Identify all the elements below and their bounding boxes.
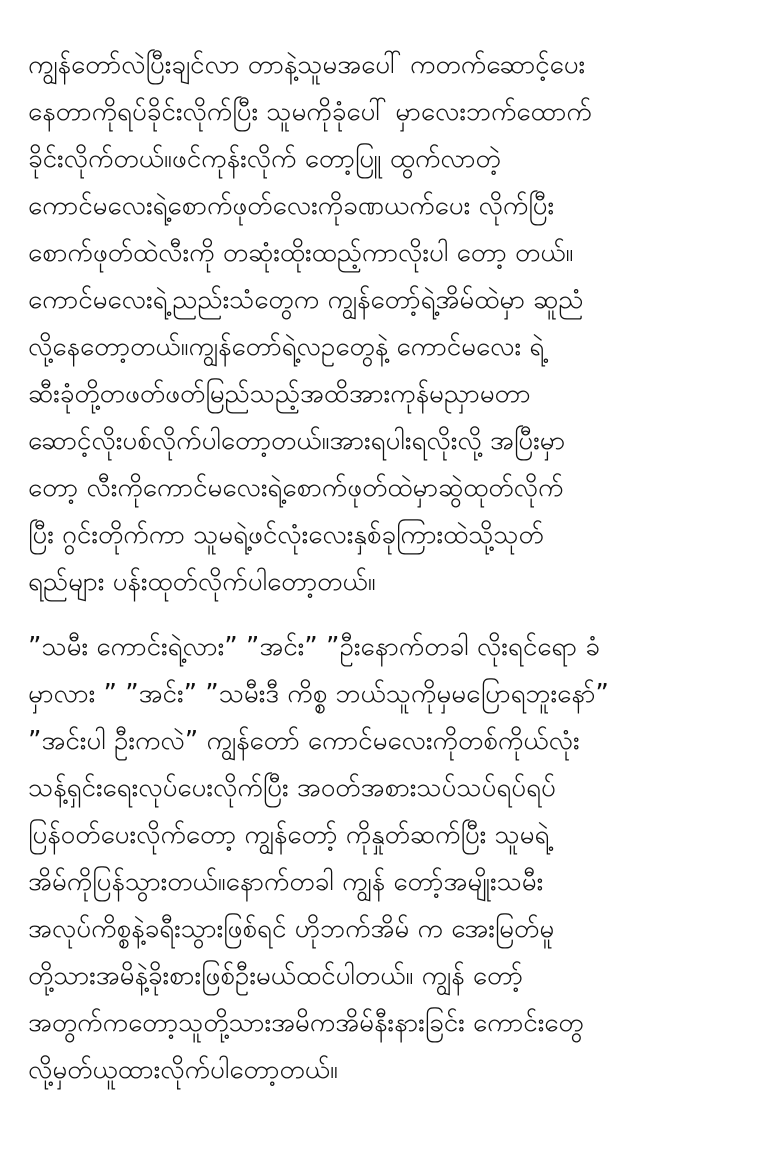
text-line: ပြီး ဂွင်းတိုက်ကာ သူမရဲ့ဖင်လုံးလေးနှစ်ခုကြားထဲသို့သုတ် xyxy=(28,520,544,550)
text-line: ခိုင်းလိုက်တယ်။ဖင်ကုန်းလိုက် တော့ပြူ ထွက်လာတဲ့ xyxy=(28,144,501,174)
text-line: ရည်များ ပန်းထုတ်လိုက်ပါတော့တယ်။ xyxy=(28,567,376,597)
text-line: ကောင်မလေးရဲ့ညည်းသံတွေက ကျွန်တော့်ရဲ့အိမ်ထဲမှာ ဆူညံ xyxy=(28,285,584,315)
text-line: တို့သားအမိနဲ့ခိုးစားဖြစ်ဦးမယ်ထင်ပါတယ်။ ကျွန် တော့် xyxy=(28,961,523,991)
text-line: နေတာကိုရပ်ခိုင်းလိုက်ပြီး သူမကိုခုံပေါ် မှာလေးဘက်ထောက် xyxy=(28,97,592,127)
text-line: အိမ်ကိုပြန်သွားတယ်။နောက်တခါ ကျွန် တော့်အမျိုးသမီး xyxy=(28,867,544,897)
text-line: ကောင်မလေးရဲ့စောက်ဖုတ်လေးကိုခဏယက်ပေး လိုက်ပြီး xyxy=(28,191,555,221)
text-line: ကျွန်တော်လဲပြီးချင်လာ တာနဲ့သူမအပေါ် ကတက်ဆောင့်ပေး xyxy=(28,50,586,80)
paragraph-1 xyxy=(28,42,748,606)
text-line: မှာလား ” ”အင်း” ”သမီးဒီ ကိစ္စ ဘယ်သူကိုမှမပြောရဘူးနော်” xyxy=(28,679,609,709)
paragraph-2 xyxy=(28,624,748,1094)
text-line: သန့်ရှင်းရေးလုပ်ပေးလိုက်ပြီး အဝတ်အစားသပ်သပ်ရပ်ရပ် xyxy=(28,773,556,803)
text-line: လို့မှတ်ယူထားလိုက်ပါတော့တယ်။ xyxy=(28,1055,338,1085)
text-line: ပြန်ဝတ်ပေးလိုက်တော့ ကျွန်တော့် ကိုနှုတ်ဆက်ပြီး သူမရဲ့ xyxy=(28,820,550,850)
text-line: ဆီးခုံတို့တဖတ်ဖတ်မြည်သည့်အထိအားကုန်မညှာမတာ xyxy=(28,379,531,409)
text-line: အလုပ်ကိစ္စနဲ့ခရီးသွားဖြစ်ရင် ဟိုဘက်အိမ် က အေးမြတ်မူ xyxy=(28,914,555,944)
text-line: အတွက်ကတော့သူတို့သားအမိကအိမ်နီးနားခြင်း ကောင်းတွေ xyxy=(28,1008,584,1038)
text-line: စောက်ဖုတ်ထဲလီးကို တဆုံးထိုးထည့်ကာလိုးပါ တော့ တယ်။ xyxy=(28,238,574,268)
text-line: လို့နေတော့တယ်။ကျွန်တော်ရဲ့လဥတွေနဲ့ ကောင်မလေး ရဲ့ xyxy=(28,332,545,362)
text-line: ”သမီး ကောင်းရဲ့လား” ”အင်း” ”ဦးနောက်တခါ လိုးရင်ရော ခံ xyxy=(28,632,600,662)
text-line: ”အင်းပါ ဦးကလဲ” ကျွန်တော် ကောင်မလေးကိုတစ်ကိုယ်လုံး xyxy=(28,726,580,756)
text-line: တော့ လီးကိုကောင်မလေးရဲ့စောက်ဖုတ်ထဲမှာဆွဲထုတ်လိုက် xyxy=(28,473,564,503)
text-line: ဆောင့်လိုးပစ်လိုက်ပါတော့တယ်။အားရပါးရလိုးလို့ အပြီးမှာ xyxy=(28,426,566,456)
